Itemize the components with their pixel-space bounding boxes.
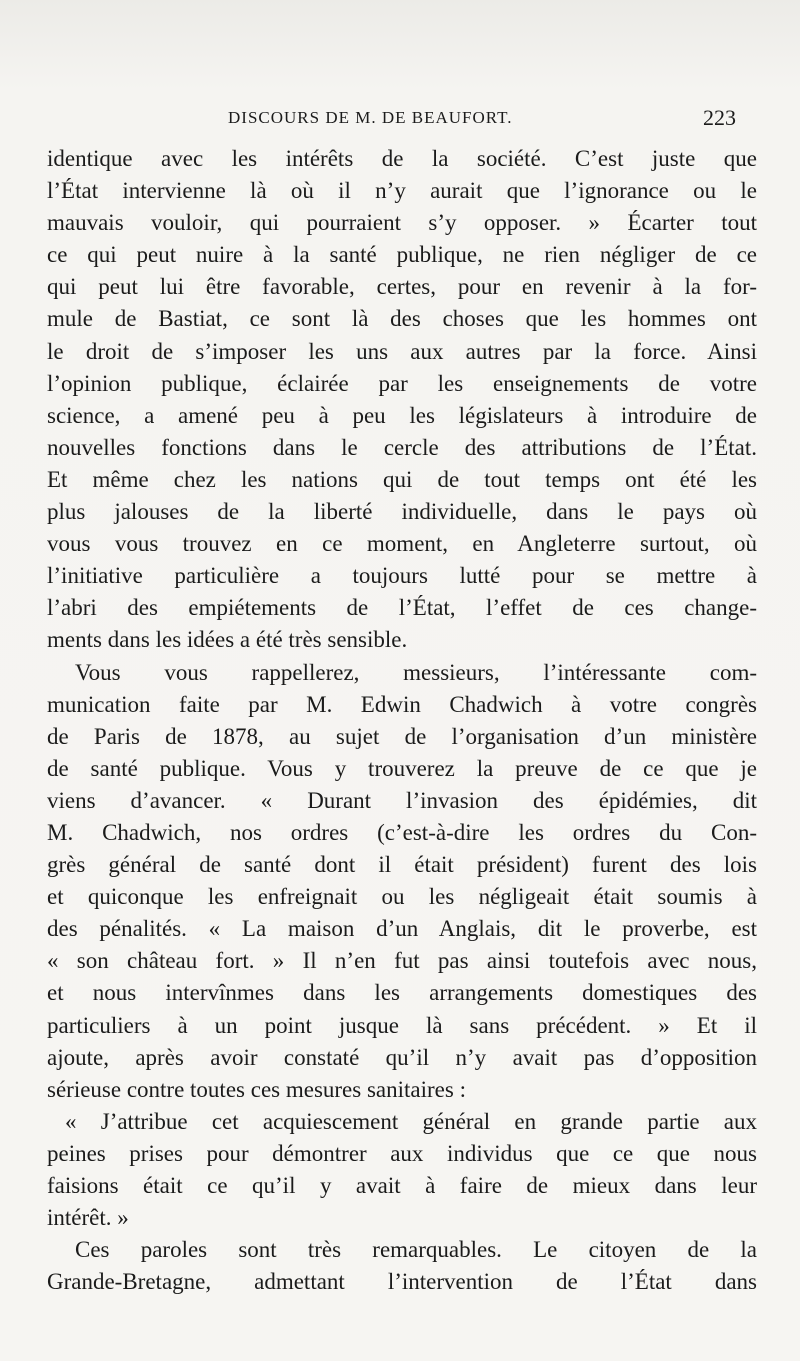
text-line: grès général de santé dont il était président) furent des lois	[47, 852, 757, 878]
text-line: Grande-Bretagne, admettant l’intervention de l’État dans	[47, 1269, 757, 1295]
text-line: mauvais vouloir, qui pourraient s’y opposer. » Écarter tout	[47, 210, 757, 236]
text-line: ajoute, après avoir constaté qu’il n’y avait pas d’opposition	[47, 1044, 757, 1070]
text-line: de santé publique. Vous y trouverez la preuve de ce que je	[47, 755, 757, 781]
text-line: Ces paroles sont très remarquables. Le citoyen de la	[75, 1237, 757, 1263]
text-line: Et même chez les nations qui de tout temps ont été les	[47, 466, 757, 492]
text-line: des pénalités. « La maison d’un Anglais, dit le proverbe, est	[47, 916, 757, 942]
running-title: DISCOURS DE M. DE BEAUFORT.	[228, 108, 513, 127]
text-line: l’opinion publique, éclairée par les enseignements de votre	[47, 370, 757, 396]
text-line: sérieuse contre toutes ces mesures sanitaires :	[47, 1076, 466, 1102]
text-line: nouvelles fonctions dans le cercle des attributions de l’État.	[47, 434, 757, 460]
text-line: Vous vous rappellerez, messieurs, l’intéressante com-	[75, 659, 757, 685]
text-line: l’initiative particulière a toujours lutté pour se mettre à	[47, 563, 757, 589]
text-line: de Paris de 1878, au sujet de l’organisation d’un ministère	[47, 723, 757, 749]
page-number: 223	[703, 105, 736, 130]
quote-line: « J’attribue cet acquiescement général en grande partie aux	[65, 1108, 757, 1134]
text-line: l’État intervienne là où il n’y aurait que l’ignorance ou le	[47, 178, 757, 204]
text-line: viens d’avancer. « Durant l’invasion des épidémies, dit	[47, 787, 757, 813]
text-line: et quiconque les enfreignait ou les négligeait était soumis à	[47, 884, 757, 910]
body-text	[47, 143, 757, 1298]
text-line: ments dans les idées a été très sensible.	[47, 627, 408, 653]
text-line: et nous intervînmes dans les arrangements domestiques des	[47, 980, 757, 1006]
text-line: particuliers à un point jusque là sans précédent. » Et il	[47, 1012, 757, 1038]
text-line: le droit de s’imposer les uns aux autres par la force. Ainsi	[47, 338, 757, 364]
text-line: mule de Bastiat, ce sont là des choses que les hommes ont	[47, 306, 757, 332]
text-line: ce qui peut nuire à la santé publique, ne rien négliger de ce	[47, 242, 757, 268]
quote-line: peines prises pour démontrer aux individus que ce que nous	[47, 1140, 757, 1166]
text-line: « son château fort. » Il n’en fut pas ainsi toutefois avec nous,	[47, 948, 757, 974]
text-line: plus jalouses de la liberté individuelle, dans le pays où	[47, 499, 757, 525]
text-line: M. Chadwich, nos ordres (c’est-à-dire les ordres du Con-	[47, 819, 757, 845]
text-line: vous vous trouvez en ce moment, en Angleterre surtout, où	[47, 531, 757, 557]
text-line: l’abri des empiétements de l’État, l’effet de ces change-	[47, 595, 757, 621]
text-line: science, a amené peu à peu les législateurs à introduire de	[47, 402, 757, 428]
quote-line: intérêt. »	[47, 1205, 129, 1231]
text-line: munication faite par M. Edwin Chadwich à votre congrès	[47, 691, 757, 717]
quote-line: faisions était ce qu’il y avait à faire de mieux dans leur	[47, 1173, 757, 1198]
text-line: identique avec les intérêts de la société. C’est juste que	[47, 146, 757, 171]
running-head	[0, 105, 800, 138]
text-line: qui peut lui être favorable, certes, pour en revenir à la for-	[47, 274, 757, 300]
